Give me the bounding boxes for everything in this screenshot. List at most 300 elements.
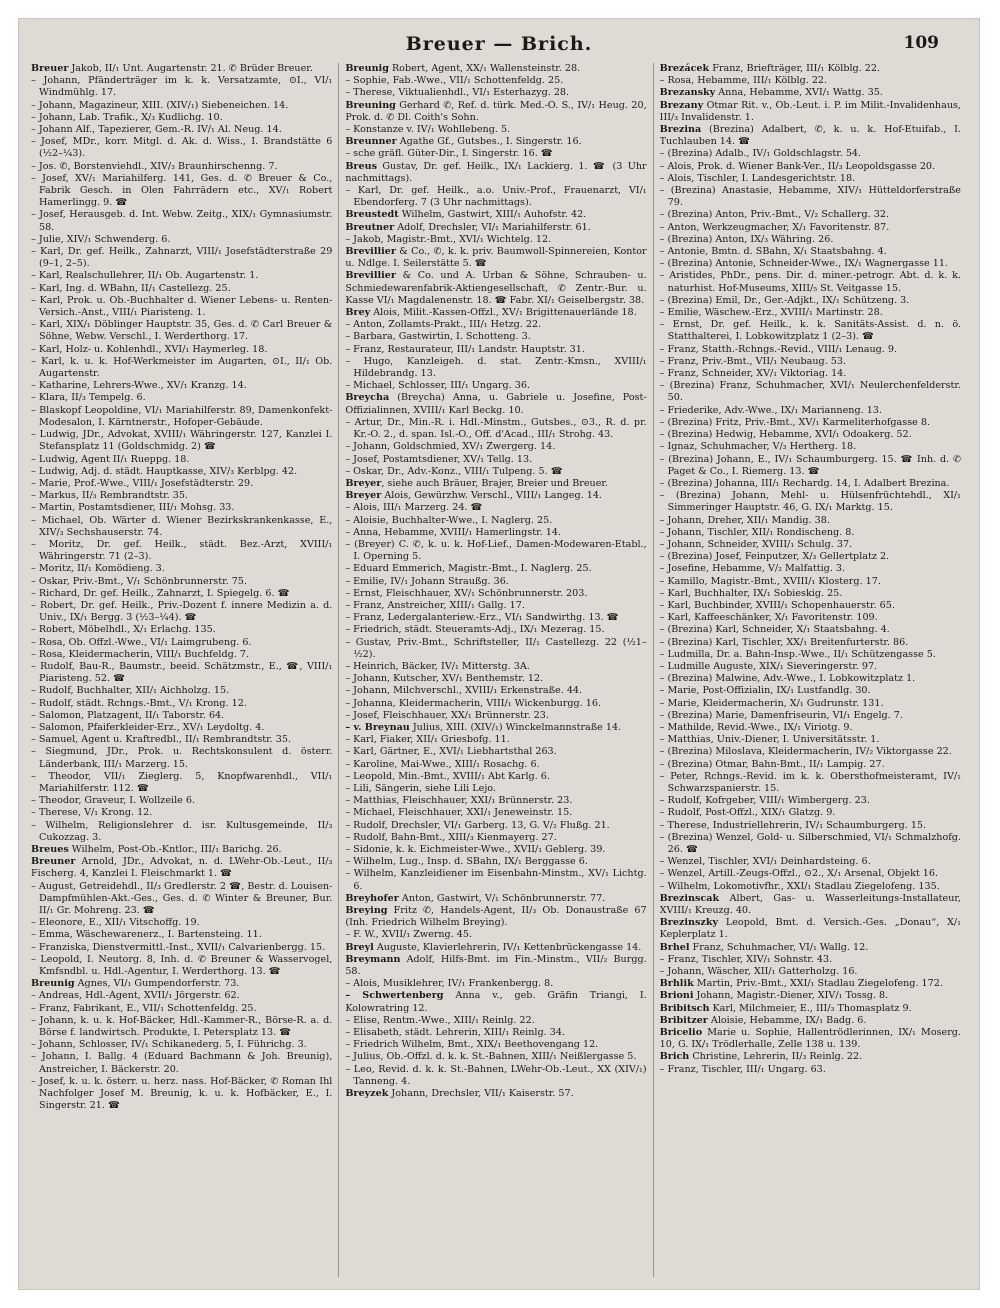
directory-entry	[31, 820, 332, 844]
directory-entry	[660, 161, 961, 173]
directory-entry	[660, 356, 961, 368]
entry-text: – Alois, Musiklehrer, IV/₁ Frankenbergg. 8.	[345, 978, 554, 990]
entry-text: Robert, Agent, XX/₁ Wallensteinstr. 28.	[388, 63, 581, 74]
directory-entry	[345, 978, 646, 990]
entry-surname: Breunner	[345, 136, 397, 148]
entry-text: Adolf, Drechsler, VI/₁ Mariahilferstr. 61.	[394, 221, 591, 233]
directory-entry	[660, 698, 961, 710]
entry-text: Gerhard ✆, Ref. d. türk. Med.-O. S., IV/₁ Heug. 20, Prok. d. ✆ Dl. Coith's Sohn.	[345, 99, 647, 123]
entry-text: – Johann, k. u. k. Hof-Bäcker, Hdl.-Kammer-R., Börse-R. a. d. Börse f. landwirtsch. Produkte, I. Petersplatz 13. ☎	[31, 1014, 333, 1039]
entry-text: Agathe Gf., Gutsbes., I. Singerstr. 16.	[396, 136, 582, 148]
directory-page	[18, 18, 980, 1290]
entry-text: – Michael, Ob. Wärter d. Wiener Bezirkskrankenkasse, E., XIV/₃ Sechshauserstr. 74.	[31, 514, 333, 538]
entry-text: – (Brezina) Franz, Schuhmacher, XVI/₁ Neulerchenfelderstr. 50.	[659, 380, 961, 404]
entry-text: – Leopold, Min.-Bmt., XVIII/₁ Abt Karlg. 6.	[345, 770, 550, 782]
entry-text: – Blaskopf Leopoldine, VI/₁ Mariahilferstr. 89, Damenkonfekt-Modesalon, I. Kärntnerstr., Hofoper-Gebäude.	[31, 404, 333, 428]
entry-surname: Breutner	[345, 221, 395, 233]
entry-text: – Ernst, Dr. gef. Heilk., k. k. Sanitäts-Assist. d. n. ö. Statthalterei, I. Lobkowitzplatz 1 (2–3). ☎	[659, 319, 961, 343]
directory-entry	[660, 807, 961, 819]
directory-entry	[660, 185, 961, 209]
directory-entry	[660, 75, 961, 87]
entry-text: – Johann, Dreher, XII/₁ Mandig. 38.	[659, 514, 830, 526]
entry-text: – Karl, Dr. gef. Heilk., Zahnarzt, VIII/₁ Josefstädterstraße 29 (9–1, 2–5).	[31, 246, 333, 270]
directory-entry	[345, 148, 646, 160]
entry-text: Johann, Magistr.-Diener, XIV/₁ Tossg. 8.	[693, 990, 889, 1002]
directory-entry	[660, 222, 961, 234]
directory-entry	[345, 759, 646, 771]
entry-text: – Ludwig, Agent II/₁ Rueppg. 18.	[31, 453, 190, 465]
directory-entry	[31, 734, 332, 746]
directory-entry	[31, 1039, 332, 1051]
directory-entry	[345, 1051, 646, 1063]
entry-text: Anna, Hebamme, XVI/₁ Wattg. 35.	[715, 87, 883, 99]
entry-text: – Karl, XIX/₁ Döblinger Hauptstr. 35, Ges. d. ✆ Carl Breuer & Söhne, Webw. Verschl., I. Werderthorg. 17.	[31, 319, 333, 343]
entry-text: – Marie, Post-Offizialin, IX/₁ Lustfandlg. 30.	[659, 685, 871, 697]
directory-entry	[31, 1015, 332, 1039]
directory-entry	[660, 832, 961, 856]
entry-surname: Brezácek	[659, 63, 710, 74]
directory-entry	[345, 63, 646, 75]
entry-text: – Artur, Dr., Min.-R. i. Hdl.-Minstm., Gutsbes., ⊙3., R. d. pr. Kr.-O. 2., d. span. Isl.-O., Off. d'Acad., III/₁ Strohg. 43.	[345, 416, 647, 441]
entry-text: – (Brezina) Emil, Dr., Ger.-Adjkt., IX/₁ Schützeng. 3.	[659, 294, 910, 306]
entry-text: – Franz, Ledergalanteriew.-Erz., VI/₁ Sandwirthg. 13. ☎	[345, 612, 619, 624]
entry-text: – Anton, Zollamts-Prakt., III/₁ Hetzg. 22.	[345, 319, 542, 331]
entry-text: – Markus, II/₃ Rembrandtstr. 35.	[31, 490, 188, 502]
directory-entry	[660, 515, 961, 527]
entry-text: – Johann, Milchverschl., XVIII/₁ Erkenstraße. 44.	[345, 685, 583, 697]
entry-text: Leopold, Bmt. d. Versich.-Ges. „Donau“, X/₁ Keplerplatz 1.	[659, 917, 961, 941]
directory-entry	[660, 87, 961, 99]
entry-text: Otmar Rit. v., Ob.-Leut. i. P. im Milit.-Invalidenhaus, III/₃ Invalidenstr. 1.	[659, 99, 961, 123]
entry-surname: Breuner	[31, 856, 76, 868]
entry-text: – (Brezina) Miloslava, Kleidermacherin, IV/₂ Viktorgasse 22.	[659, 746, 952, 758]
entry-text: – Karl, Kaffeeschänker, X/₁ Favoritenstr. 109.	[659, 612, 878, 624]
entry-text: – Rosa, Kleidermacherin, VIII/₁ Buchfeldg. 7.	[31, 648, 249, 660]
entry-text: Albert, Gas- u. Wasserleitungs-Installateur, XVIII/₁ Kreuzg. 40.	[659, 892, 961, 917]
directory-entry	[660, 307, 961, 319]
directory-entry	[660, 649, 961, 661]
entry-text: – (Brezina) Johanna, III/₁ Rechardg. 14, I. Adalbert Brezina.	[659, 477, 950, 489]
directory-entry	[345, 820, 646, 832]
entry-text: – (Brezina) Anton, Priv.-Bmt., V/₂ Schallerg. 32.	[659, 209, 890, 221]
directory-entry	[345, 490, 646, 502]
directory-entry	[345, 771, 646, 783]
entry-surname: – Schwertenberg	[345, 990, 444, 1002]
directory-entry	[31, 63, 332, 75]
directory-entry	[31, 954, 332, 978]
entry-text: – Franz, Priv.-Bmt., VII/₁ Neubaug. 53.	[659, 355, 847, 367]
entry-text: – Franz, Tischler, III/₁ Ungarg. 63.	[659, 1063, 826, 1075]
directory-entry	[660, 588, 961, 600]
entry-text: – Elise, Rentm.-Wwe., XIII/₁ Reinlg. 22.	[345, 1014, 535, 1026]
entry-text: – Salomon, Pfaiferkleider-Erz., XV/₁ Leydoltg. 4.	[31, 721, 265, 733]
entry-text: – (Brezina) Hedwig, Hebamme, XVI/₁ Odoakerg. 52.	[659, 429, 912, 441]
entry-text: Gustav, Dr. gef. Heilk., IX/₁ Lackierg. 1. ☎ (3 Uhr nachmittags).	[345, 160, 647, 184]
entry-surname: Breyer	[345, 490, 382, 502]
directory-entry	[345, 1039, 646, 1051]
entry-text: Johann, Drechsler, VII/₁ Kaiserstr. 57.	[388, 1088, 574, 1100]
entry-text: – Josef, k. u. k. österr. u. herz. nass. Hof-Bäcker, ✆ Roman Ihl Nachfolger Josef M. Breunig, k. u. k. Hofbäcker, E., I. Singerstr. 21. ☎	[31, 1075, 333, 1112]
entry-text: Julius, XIII. (XIV/₁) Winckelmannstraße 14.	[409, 721, 622, 733]
directory-entry	[660, 405, 961, 417]
directory-entry	[660, 246, 961, 258]
directory-entry	[345, 710, 646, 722]
directory-entry	[31, 392, 332, 404]
directory-entry	[345, 136, 646, 148]
entry-text: – Johann, Kutscher, XV/₁ Benthemstr. 12.	[345, 673, 544, 685]
entry-text: – Franz, Anstreicher, XIII/₁ Gallg. 17.	[345, 599, 525, 611]
directory-entry	[345, 478, 646, 490]
directory-columns	[31, 63, 967, 1277]
directory-entry	[345, 527, 646, 539]
entry-text: Auguste, Klavierlehrerin, IV/₁ Kettenbrückengasse 14.	[373, 941, 642, 953]
directory-entry	[31, 502, 332, 514]
entry-text: – F. W., XVII/₁ Zwerng. 45.	[345, 929, 473, 941]
directory-entry	[660, 661, 961, 673]
entry-text: – Theodor, Graveur, I. Wollzeile 6.	[31, 795, 196, 807]
directory-entry	[345, 637, 646, 661]
entry-text: Wilhelm, Post-Ob.-Kntlor., III/₁ Barichg. 26.	[68, 844, 282, 855]
entry-text: – Heinrich, Bäcker, IV/₁ Mitterstg. 3A.	[345, 660, 530, 672]
directory-entry	[31, 405, 332, 429]
entry-text: – Karl, Holz- u. Kohlenhdl., XVI/₁ Haymerleg. 18.	[31, 343, 268, 355]
entry-text: Jakob, II/₁ Unt. Augartenstr. 21. ✆ Brüder Breuer.	[68, 63, 313, 74]
directory-entry	[345, 1088, 646, 1100]
entry-text: – Johann, Goldschmied, XV/₁ Zwergerg. 14.	[345, 441, 556, 453]
entry-text: – Therese, Viktualienhdl., VI/₁ Esterhazyg. 28.	[345, 87, 570, 99]
entry-text: – (Brezina) Karl, Tischler, XX/₁ Breitenfurterstr. 86.	[659, 636, 909, 648]
entry-text: – Sophie, Fab.-Wwe., VII/₁ Schottenfeldg. 25.	[345, 75, 564, 87]
directory-entry	[345, 331, 646, 343]
directory-entry	[31, 1076, 332, 1113]
directory-entry	[660, 795, 961, 807]
directory-entry	[31, 807, 332, 819]
entry-text: – Leopold, I. Neutorg. 8, Inh. d. ✆ Breuner & Wasservogel, Kmfsndbl. u. Hdl.-Agentur, I. Werderthorg. 13. ☎	[31, 953, 333, 978]
entry-surname: Bribitzer	[659, 1014, 708, 1026]
entry-surname: Brich	[659, 1051, 690, 1063]
directory-entry	[31, 539, 332, 563]
entry-text: – Anna, Hebamme, XVIII/₁ Hamerlingstr. 14.	[345, 526, 561, 538]
directory-entry	[660, 612, 961, 624]
entry-text: – Karoline, Mai-Wwe., XIII/₁ Rosachg. 6.	[345, 758, 540, 770]
directory-entry	[31, 100, 332, 112]
entry-text: – Johann, I. Ballg. 4 (Eduard Bachmann & Joh. Breunig), Anstreicher, I. Bäckerstr. 20.	[31, 1051, 333, 1075]
directory-entry	[345, 75, 646, 87]
directory-entry	[660, 917, 961, 941]
directory-entry	[31, 942, 332, 954]
directory-entry	[31, 978, 332, 990]
directory-entry	[660, 637, 961, 649]
directory-entry	[345, 734, 646, 746]
entry-text: – Wenzel, Tischler, XVI/₁ Deinhardsteing. 6.	[659, 856, 871, 868]
entry-text: – Therese, V/₁ Krong. 12.	[31, 807, 153, 819]
entry-surname: Breying	[345, 905, 388, 917]
entry-text: – (Brezina) Marie, Damenfriseurin, VI/₁ Engelg. 7.	[659, 709, 903, 721]
directory-entry	[345, 844, 646, 856]
entry-text: – Franz, Restaurateur, III/₁ Landstr. Hauptstr. 31.	[345, 343, 585, 355]
entry-text: – Theodor, VII/₁ Zieglerg. 5, Knopfwarenhdl., VII/₁ Mariahilferstr. 112. ☎	[31, 770, 333, 794]
entry-text: – Aristides, PhDr., pens. Dir. d. miner.-petrogr. Abt. d. k. k. naturhist. Hof-Museums, XIII/₅ St. Veitgasse 15.	[659, 270, 961, 294]
directory-entry	[345, 795, 646, 807]
entry-text: – Friedrich Wilhelm, Bmt., XIX/₁ Beethovengang 12.	[345, 1039, 599, 1051]
entry-text: – Rudolf, Buchhalter, XII/₁ Aichholzg. 15.	[31, 685, 230, 697]
entry-text: – Franz, Statth.-Rchngs.-Revid., VIII/₁ Lenaug. 9.	[659, 343, 898, 355]
entry-text: – Antonie, Bmtn. d. SBahn, X/₁ Staatsbahng. 4.	[659, 246, 887, 258]
entry-text: Alois, Milit.-Kassen-Offzl., XV/₁ Brigittenauerlände 18.	[370, 307, 637, 319]
directory-entry	[660, 624, 961, 636]
directory-entry	[345, 185, 646, 209]
entry-text: – Andreas, Hdl.-Agent, XVII/₁ Jörgerstr. 62.	[31, 990, 240, 1002]
directory-entry	[660, 209, 961, 221]
entry-text: Anna v., geb. Gräfin Triangi, I. Kolowratring 12.	[345, 990, 647, 1014]
directory-entry	[660, 551, 961, 563]
entry-text: – Ludmille Auguste, XIX/₁ Sieveringerstr. 97.	[659, 660, 878, 672]
directory-entry	[345, 1064, 646, 1088]
directory-entry	[345, 100, 646, 124]
entry-text: – (Brezina) Anton, IX/₃ Währing. 26.	[659, 233, 834, 245]
entry-text: – Wilhelm, Lug., Insp. d. SBahn, IX/₁ Berggasse 6.	[345, 856, 588, 868]
directory-entry	[31, 661, 332, 685]
entry-text: Karl, Milchmeier, E., III/₃ Thomasplatz 9.	[709, 1002, 912, 1014]
entry-text: – Anton, Werkzeugmacher, X/₁ Favoritenstr. 87.	[659, 221, 890, 233]
entry-text: – Wilhelm, Religionslehrer d. isr. Kultusgemeinde, II/₃ Cukozzag. 3.	[31, 819, 333, 843]
entry-text: – Josefine, Hebamme, V/₂ Malfattig. 3.	[659, 563, 846, 575]
entry-text: – Lili, Sängerin, siehe Lili Lejo.	[345, 782, 496, 794]
entry-surname: Breustedt	[345, 209, 399, 221]
directory-entry	[345, 563, 646, 575]
entry-text: – Wilhelm, Lokomotivfhr., XXI/₁ Stadlau Ziegelofeng. 135.	[659, 880, 940, 892]
directory-entry	[345, 124, 646, 136]
entry-text: Anton, Gastwirt, V/₁ Schönbrunnerstr. 77.	[398, 892, 606, 904]
entry-text: – Alois, III/₁ Marzerg. 24. ☎	[345, 502, 483, 514]
directory-entry	[660, 978, 961, 990]
directory-entry	[31, 685, 332, 697]
entry-text: – Franz, Schneider, XV/₁ Viktoriag. 14.	[659, 368, 847, 380]
entry-text: – Jos. ✆, Borstenviehdl., XIV/₃ Braunhirschenng. 7.	[31, 160, 278, 172]
entry-text: – Mathilde, Revid.-Wwe., IX/₁ Viriotg. 9.	[659, 721, 853, 733]
entry-text: – Rudolf, Drechsler, VI/₁ Garberg. 13, G. V/₂ Flußg. 21.	[345, 819, 610, 831]
entry-text: – Ludwig, Adj. d. städt. Hauptkasse, XIV/₃ Kerblpg. 42.	[31, 465, 298, 477]
entry-surname: Breues	[31, 844, 69, 855]
directory-entry	[660, 868, 961, 880]
directory-entry	[345, 832, 646, 844]
entry-text: – (Brezina) Malwine, Adv.-Wwe., I. Lobkowitzplatz 1.	[659, 673, 916, 685]
directory-entry	[660, 1015, 961, 1027]
directory-entry	[31, 75, 332, 99]
directory-entry	[345, 868, 646, 892]
directory-entry	[345, 356, 646, 380]
directory-entry	[345, 319, 646, 331]
directory-entry	[345, 441, 646, 453]
entry-text: – (Brezina) Johann, Mehl- u. Hülsenfrüchtehdl., XI/₁ Simmeringer Hauptstr. 46, G. IX/₁ Marktg. 15.	[659, 490, 961, 514]
entry-surname: Breyer	[345, 477, 382, 489]
entry-text: – Peter, Rchngs.-Revid. im k. k. Obersthofmeisteramt, IV/₁ Schwarzspanierstr. 15.	[659, 770, 961, 794]
entry-text: – Josef, Herausgeb. d. Int. Webw. Zeitg., XIX/₁ Gymnasiumstr. 58.	[31, 209, 333, 233]
entry-text: – Johann, Tischler, XII/₁ Rondischeng. 8.	[659, 526, 855, 538]
directory-entry	[345, 417, 646, 441]
directory-entry	[345, 1027, 646, 1039]
directory-entry	[660, 576, 961, 588]
directory-entry	[660, 63, 961, 75]
entry-text: – Friedrich, städt. Steueramts-Adj., IX/₁ Mezerag. 15.	[345, 624, 605, 636]
directory-entry	[660, 100, 961, 124]
directory-entry	[345, 807, 646, 819]
directory-entry	[345, 661, 646, 673]
entry-text: (Brezina) Adalbert, ✆, k. u. k. Hof-Etuifab., I. Tuchlauben 14. ☎	[659, 124, 961, 148]
directory-entry	[660, 954, 961, 966]
directory-entry	[345, 454, 646, 466]
entry-text: – Johann Alf., Tapezierer, Gem.-R. IV/₁ Al. Neug. 14.	[31, 124, 282, 136]
entry-text: – Johann, Lab. Trafik., X/₃ Kudlichg. 10.	[31, 111, 223, 123]
directory-entry	[31, 344, 332, 356]
directory-entry	[31, 1051, 332, 1075]
entry-text: – Kamillo, Magistr.-Bmt., XVIII/₁ Klosterg. 17.	[659, 575, 881, 587]
entry-text: , siehe auch Bräuer, Brajer, Breier und Breuer.	[381, 477, 608, 489]
entry-text: – Marie, Kleidermacherin, X/₁ Gudrunstr. 131.	[659, 697, 884, 709]
entry-surname: Breunig	[345, 63, 389, 74]
entry-text: Martin, Priv.-Bmt., XXI/₁ Stadlau Ziegelofeng. 172.	[693, 978, 943, 990]
directory-entry	[660, 527, 961, 539]
directory-entry	[345, 344, 646, 356]
entry-text: – Rudolf, Bahn-Bmt., XIII/₃ Kienmayerg. 27.	[345, 831, 557, 843]
entry-text: Franz, Schuhmacher, VI/₁ Wallg. 12.	[689, 941, 869, 953]
entry-text: – Emilie, IV/₁ Johann Straußg. 36.	[345, 575, 509, 587]
entry-text: – (Brezina) Johann, E., IV/₁ Schaumburgerg. 15. ☎ Inh. d. ✆ Paget & Co., I. Riemerg. 13. ☎	[659, 453, 961, 477]
directory-entry	[345, 746, 646, 758]
directory-entry	[31, 600, 332, 624]
directory-entry	[345, 685, 646, 697]
entry-text: – Rudolf, Bau-R., Baumstr., beeid. Schätzmstr., E., ☎, VIII/₁ Piaristeng. 52. ☎	[31, 660, 333, 685]
directory-entry	[31, 112, 332, 124]
entry-text: – Johann, Schneider, XVIII/₁ Schulg. 37.	[659, 538, 853, 550]
entry-text: – Marie, Prof.-Wwe., VIII/₁ Josefstädterstr. 29.	[31, 477, 254, 489]
directory-entry	[660, 344, 961, 356]
directory-entry	[660, 563, 961, 575]
directory-entry	[31, 722, 332, 734]
entry-text: – Katharine, Lehrers-Wwe., XV/₁ Kranzg. 14.	[31, 380, 247, 392]
entry-text: Aloisie, Hebamme, IX/₁ Badg. 6.	[707, 1014, 867, 1026]
entry-text: – Friederike, Adv.-Wwe., IX/₁ Marianneng. 13.	[659, 404, 882, 416]
entry-text: – Robert, Dr. gef. Heilk., Priv.-Dozent f. innere Medizin a. d. Univ., IX/₁ Bergg. 3 (½3–¼4). ☎	[31, 599, 333, 624]
directory-entry	[31, 637, 332, 649]
directory-entry	[31, 917, 332, 929]
directory-entry	[660, 319, 961, 343]
entry-text: – Moritz, II/₁ Komödieng. 3.	[31, 563, 165, 575]
entry-text: – Gustav, Priv.-Bmt., Schriftsteller, II/₁ Castellezg. 22 (½1–½2).	[345, 636, 647, 660]
entry-text: – Karl, Prok. u. Ob.-Buchhalter d. Wiener Lebens- u. Renten-Versich.-Anst., VIII/₁ Piaristeng. 1.	[31, 294, 333, 319]
entry-surname: Brezinscak	[659, 892, 720, 904]
directory-entry	[660, 893, 961, 917]
entry-text: – Franz, Tischler, XIV/₁ Sohnstr. 43.	[659, 953, 833, 965]
directory-entry	[31, 356, 332, 380]
entry-surname: Breus	[345, 160, 377, 172]
entry-text: – Johann, Magazineur, XIII. (XIV/₁) Siebeneichen. 14.	[31, 99, 289, 111]
column-2	[345, 63, 653, 1277]
directory-entry	[345, 673, 646, 685]
directory-entry	[31, 246, 332, 270]
entry-text: – Michael, Fleischhauer, XXI/₁ Jeneweinstr. 15.	[345, 807, 573, 819]
entry-text: – Elisabeth, städt. Lehrerin, XIII/₁ Reinlg. 34.	[345, 1027, 565, 1039]
entry-surname: Breunig	[31, 978, 75, 990]
directory-entry	[660, 380, 961, 404]
entry-text: Adolf, Hilfs-Bmt. im Fin.-Minstm., VII/₂ Burgg. 58.	[345, 953, 647, 978]
directory-entry	[345, 783, 646, 795]
entry-text: Arnold, JDr., Advokat, n. d. LWehr-Ob.-Leut., II/₃ Fischerg. 4, Kanzlei I. Fleischmarkt 1. ☎	[31, 856, 333, 880]
directory-entry	[345, 380, 646, 392]
directory-entry	[660, 990, 961, 1002]
directory-entry	[660, 1051, 961, 1063]
directory-entry	[660, 148, 961, 160]
entry-text: – Ludwig, JDr., Advokat, XVIII/₁ Währingerstr. 127, Kanzlei I. Stefansplatz 11 (Goldschmidg. 2) ☎	[31, 429, 333, 453]
directory-entry	[660, 454, 961, 478]
directory-entry	[345, 929, 646, 941]
entry-text: – (Breyer) C. ✆, k. u. k. Hof-Lief., Damen-Modewaren-Etabl., I. Operning 5.	[345, 538, 647, 563]
entry-surname: Breyzek	[345, 1088, 389, 1100]
entry-text: – Karl, Buchbinder, XVIII/₁ Schopenhauerstr. 65.	[659, 599, 895, 611]
directory-entry	[345, 576, 646, 588]
directory-entry	[660, 173, 961, 185]
entry-text: – Oskar, Dr., Adv.-Konz., VIII/₁ Tulpeng. 5. ☎	[345, 465, 563, 477]
directory-entry	[660, 966, 961, 978]
directory-entry	[31, 429, 332, 453]
directory-entry	[660, 539, 961, 551]
entry-text: – Moritz, Dr. gef. Heilk., städt. Bez.-Arzt, XVIII/₁ Währingerstr. 71 (2–3).	[31, 538, 333, 563]
entry-text: – Julius, Ob.-Offzl. d. k. k. St.-Bahnen, XIII/₁ Neißlergasse 5.	[345, 1051, 637, 1063]
directory-entry	[660, 710, 961, 722]
entry-text: – Emma, Wäschewarenerz., I. Bartensteing. 11.	[31, 929, 262, 941]
directory-entry	[345, 392, 646, 416]
entry-text: – Samuel, Agent u. Kraftredbl., II/₁ Rembrandtstr. 35.	[31, 734, 292, 746]
entry-surname: Brevillier	[345, 270, 396, 282]
directory-entry	[31, 295, 332, 319]
directory-entry	[660, 856, 961, 868]
directory-entry	[345, 893, 646, 905]
directory-entry	[31, 1003, 332, 1015]
entry-text: – (Brezina) Fritz, Priv.-Bmt., XV/₁ Karmeliterhofgasse 8.	[659, 416, 931, 428]
directory-entry	[345, 502, 646, 514]
entry-text: – Josef, XV/₁ Mariahilferg. 141, Ges. d. ✆ Breuer & Co., Fabrik Gesch. in Olen Fahrrädern etc., XV/₁ Robert Hamerlingg. 9. ☎	[31, 172, 333, 209]
entry-text: – sche gräfl. Güter-Dir., I. Singerstr. 16. ☎	[345, 148, 553, 160]
entry-text: – Eleonore, E., XII/₁ Vitschoffg. 19.	[31, 917, 200, 929]
directory-entry	[31, 576, 332, 588]
directory-entry	[31, 136, 332, 160]
entry-surname: Brezansky	[659, 87, 716, 99]
directory-entry	[345, 990, 646, 1014]
entry-surname: Brezany	[659, 99, 704, 111]
entry-text: – Salomon, Platzagent, II/₁ Taborstr. 64.	[31, 709, 225, 721]
entry-text: – Alois, Prok. d. Wiener Bank-Ver., II/₃ Leopoldsgasse 20.	[659, 160, 936, 172]
directory-entry	[31, 746, 332, 770]
entry-text: – Rudolf, städt. Rchngs.-Bmt., V/₁ Krong. 12.	[31, 697, 247, 709]
entry-text: & Co. und A. Urban & Söhne, Schrauben- u. Schmiedewarenfabrik-Aktiengesellschaft, ✆ Zentr.-Bur. u. Kasse VI/₁ Magdalenenstr. 18. ☎ Fabr. XI/₁ Geiselbergstr. 38.	[345, 270, 647, 306]
directory-entry	[345, 307, 646, 319]
entry-surname: Brezina	[659, 124, 702, 136]
entry-text: – Matthias, Fleischhauer, XXI/₁ Brünnerstr. 23.	[345, 795, 573, 807]
entry-surname: Breuer	[31, 63, 69, 74]
directory-entry	[345, 515, 646, 527]
entry-text: Franz, Briefträger, III/₁ Kölblg. 22.	[709, 63, 881, 74]
directory-entry	[31, 710, 332, 722]
directory-entry	[31, 161, 332, 173]
directory-entry	[345, 466, 646, 478]
directory-entry	[345, 222, 646, 234]
directory-entry	[31, 698, 332, 710]
directory-entry	[345, 87, 646, 99]
entry-text: – Therese, Industriellehrerin, IV/₁ Schaumburgerg. 15.	[659, 819, 927, 831]
entry-text: – Matthias, Univ.-Diener, I. Universitätsstr. 1.	[659, 734, 880, 746]
directory-entry	[31, 844, 332, 856]
entry-surname: Breyl	[345, 941, 374, 953]
